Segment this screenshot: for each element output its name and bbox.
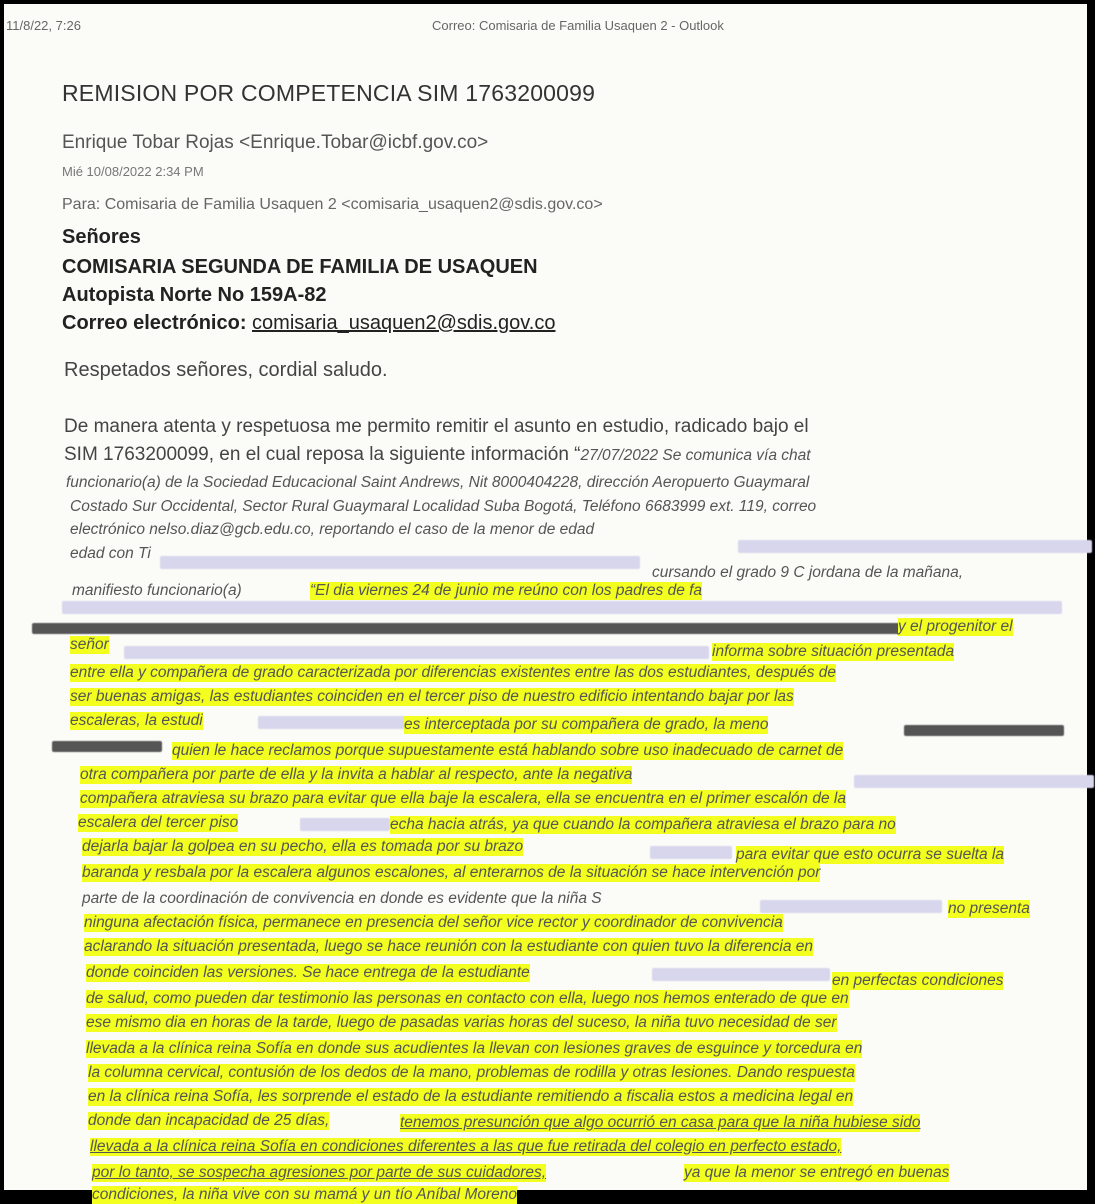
body-line: electrónico nelso.diaz@gcb.edu.co, reportando el caso de la menor de edad [70,521,595,538]
addressee-name: COMISARIA SEGUNDA DE FAMILIA DE USAQUEN [62,256,538,278]
body-line: en la clínica reina Sofía, les sorprende el estado de la estudiante remitiendo a fiscalia estos a medicina legal en [88,1088,854,1105]
greeting: Respetados señores, cordial saludo. [64,359,388,381]
body-line: echa hacia atrás, ya que cuando la compañera atraviesa el brazo para no [390,816,896,833]
body-line: condiciones, la niña vive con su mamá y un tío Aníbal Moreno [92,1186,518,1203]
body-line: quien le hace reclamos porque supuestamente está hablando sobre uso inadecuado de carnet de [172,742,844,759]
redaction-bar [854,775,1094,788]
print-datetime: 11/8/22, 7:26 [6,18,81,33]
addressee-email-link[interactable]: comisaria_usaquen2@sdis.gov.co [252,312,556,334]
intro-line-2 [64,444,1049,466]
body-line: por lo tanto, se sospecha agresiones por parte de sus cuidadores, [92,1164,547,1181]
scanned-page [4,4,1087,1203]
body-line: edad con Ti [70,545,151,562]
intro-text: SIM 1763200099, en el cual reposa la siguiente información “ [64,444,581,465]
body-line: para evitar que esto ocurra se suelta la [736,846,1004,863]
body-line: escaleras, la estudi [70,712,203,729]
body-line: Costado Sur Occidental, Sector Rural Guaymaral Localidad Suba Bogotá, Teléfono 6683999 ext. 119, correo [70,498,817,515]
body-line: funcionario(a) de la Sociedad Educacional Saint Andrews, Nit 8000404228, dirección Aeropuerto Guaymaral [66,474,810,491]
intro-line-1: De manera atenta y respetuosa me permito remitir el asunto en estudio, radicado bajo el [64,416,809,437]
body-line: compañera atraviesa su brazo para evitar que ella baje la escalera, ella se encuentra en el primer escalón de la [80,790,846,807]
body-line: tenemos presunción que algo ocurrió en casa para que la niña hubiese sido [400,1114,921,1131]
body-line: cursando el grado 9 C jordana de la mañana, [652,564,964,581]
body-line: llevada a la clínica reina Sofía en condiciones diferentes a las que fue retirada del colegio en perfecto estado, [90,1138,842,1155]
body-line: no presenta [948,900,1030,917]
body-line: manifiesto funcionario(a) [72,582,242,599]
redaction-bar [32,623,962,634]
body-line: ese mismo dia en horas de la tarde, luego de pasadas varias horas del suceso, la niña tuvo necesidad de ser [86,1014,837,1031]
redaction-bar [904,725,1064,736]
redaction-bar [760,900,942,913]
addressee-email-label: Correo electrónico: [62,312,253,334]
email-subject: REMISION POR COMPETENCIA SIM 1763200099 [62,80,596,106]
body-line: baranda y resbala por la escalera algunos escalones, al enterarnos de la situación se hace intervención por [82,864,821,881]
email-recipient: Para: Comisaria de Familia Usaquen 2 <comisaria_usaquen2@sdis.gov.co> [62,196,603,213]
redaction-bar [160,556,640,569]
body-line: de salud, como pueden dar testimonio las personas en contacto con ella, luego nos hemos enterado de que en [86,990,849,1007]
redaction-bar [258,716,406,729]
body-line: parte de la coordinación de convivencia en donde es evidente que la niña S [82,890,602,907]
addressee-address: Autopista Norte No 159A-82 [62,284,327,306]
body-line: dejarla bajar la golpea en su pecho, ella es tomada por su brazo [82,838,524,855]
email-sender: Enrique Tobar Rojas <Enrique.Tobar@icbf.gov.co> [62,132,489,153]
print-window-title: Correo: Comisaria de Familia Usaquen 2 - Outlook [432,18,724,33]
body-line: la columna cervical, contusión de los dedos de la mano, problemas de rodilla y otras lesiones. Dando respuesta [88,1064,855,1081]
email-date: Mié 10/08/2022 2:34 PM [62,164,204,179]
body-line: escalera del tercer piso [78,814,239,831]
body-line: otra compañera por parte de ella y la invita a hablar al respecto, ante la negativa [80,766,633,783]
body-line: donde dan incapacidad de 25 días, [88,1112,330,1129]
body-line: ya que la menor se entregó en buenas [684,1164,950,1181]
body-line: es interceptada por su compañera de grado, la meno [404,716,769,733]
redaction-bar [52,741,162,752]
body-line: “El dia viernes 24 de junio me reúno con los padres de fa [310,582,703,599]
redaction-bar [652,968,830,981]
body-line: entre ella y compañera de grado caracterizada por diferencias existentes entre las dos estudiantes, después de [70,664,836,681]
redaction-bar [300,818,390,831]
body-line: ser buenas amigas, las estudiantes coinciden en el tercer piso de nuestro edificio intentando bajar por las [70,688,794,705]
body-line: informa sobre situación presentada [712,643,955,660]
body-line: donde coinciden las versiones. Se hace entrega de la estudiante [86,964,530,981]
body-line: llevada a la clínica reina Sofía en donde sus acudientes la llevan con lesiones graves de esguince y torcedura en [86,1040,863,1057]
body-line: ninguna afectación física, permanece en presencia del señor vice rector y coordinador de convivencia [84,914,783,931]
body-line: señor [70,636,109,653]
body-line: y el progenitor el [898,618,1013,635]
addressee-email-line [62,312,555,335]
redaction-bar [738,540,1092,553]
addressee-salutation: Señores [62,226,141,248]
redaction-bar [650,846,732,859]
body-line: aclarando la situación presentada, luego se hace reunión con la estudiante con quien tuvo la diferencia en [84,938,814,955]
redaction-bar [124,646,709,659]
intro-quote-start: 27/07/2022 Se comunica vía chat [580,447,811,464]
redaction-bar [62,601,1062,614]
body-line: en perfectas condiciones [832,972,1004,989]
